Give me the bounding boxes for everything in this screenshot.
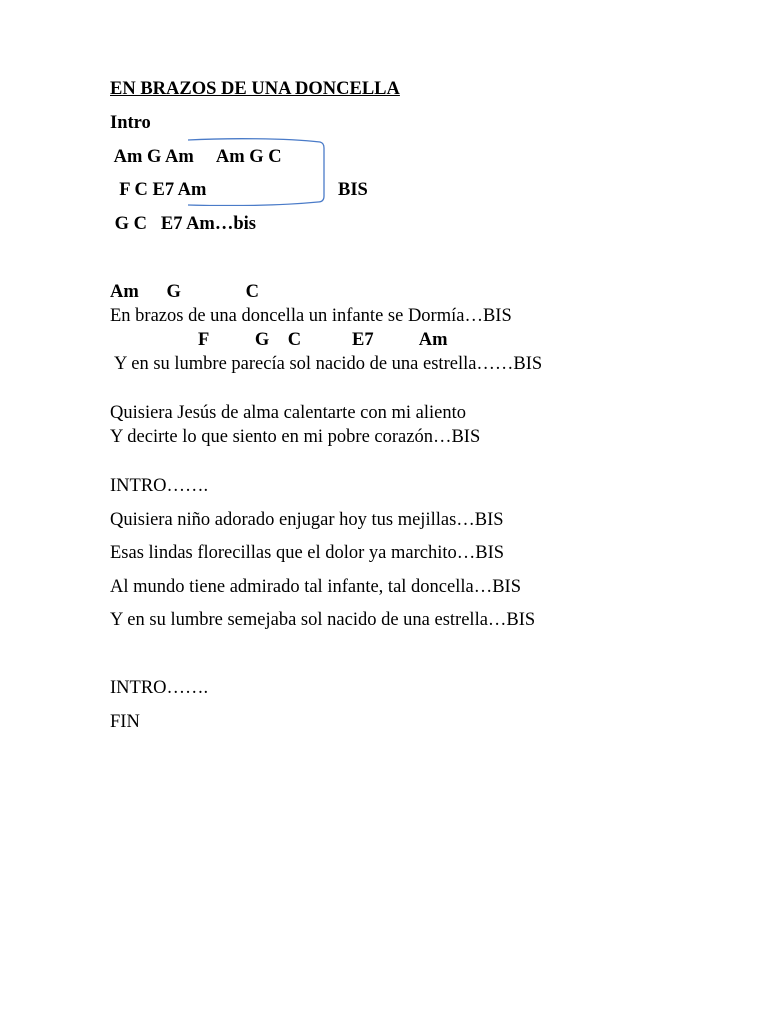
verse2-line-1: Quisiera Jesús de alma calentarte con mi aliento bbox=[110, 403, 466, 423]
verse1-lyric-2: Y en su lumbre parecía sol nacido de una estrella……BIS bbox=[110, 354, 543, 374]
verse3-line-2: Esas lindas florecillas que el dolor ya marchito…BIS bbox=[110, 543, 505, 563]
song-title: EN BRAZOS DE UNA DONCELLA bbox=[110, 79, 400, 99]
verse1-lyric-1: En brazos de una doncella un infante se Dormía…BIS bbox=[110, 306, 512, 326]
verse2-line-2: Y decirte lo que siento en mi pobre corazón…BIS bbox=[110, 427, 481, 447]
intro-label: Intro bbox=[110, 113, 151, 133]
intro-repeat-1: INTRO……. bbox=[110, 476, 209, 496]
verse3-line-4: Y en su lumbre semejaba sol nacido de una estrella…BIS bbox=[110, 610, 536, 630]
intro-chords-line-1: Am G Am Am G C bbox=[110, 147, 282, 167]
bis-label: BIS bbox=[338, 180, 368, 200]
intro-repeat-2: INTRO……. bbox=[110, 678, 209, 698]
intro-chords-line-2: F C E7 Am bbox=[110, 180, 207, 200]
repeat-bracket-line bbox=[188, 139, 324, 206]
verse1-chords-1: Am G C bbox=[110, 282, 260, 302]
verse3-line-3: Al mundo tiene admirado tal infante, tal doncella…BIS bbox=[110, 577, 522, 597]
end-label: FIN bbox=[110, 712, 140, 732]
repeat-bracket bbox=[186, 138, 326, 206]
verse1-chords-2: F G C E7 Am bbox=[198, 330, 448, 350]
verse3-line-1: Quisiera niño adorado enjugar hoy tus mejillas…BIS bbox=[110, 510, 504, 530]
intro-chords-line-3: G C E7 Am…bis bbox=[110, 214, 256, 234]
